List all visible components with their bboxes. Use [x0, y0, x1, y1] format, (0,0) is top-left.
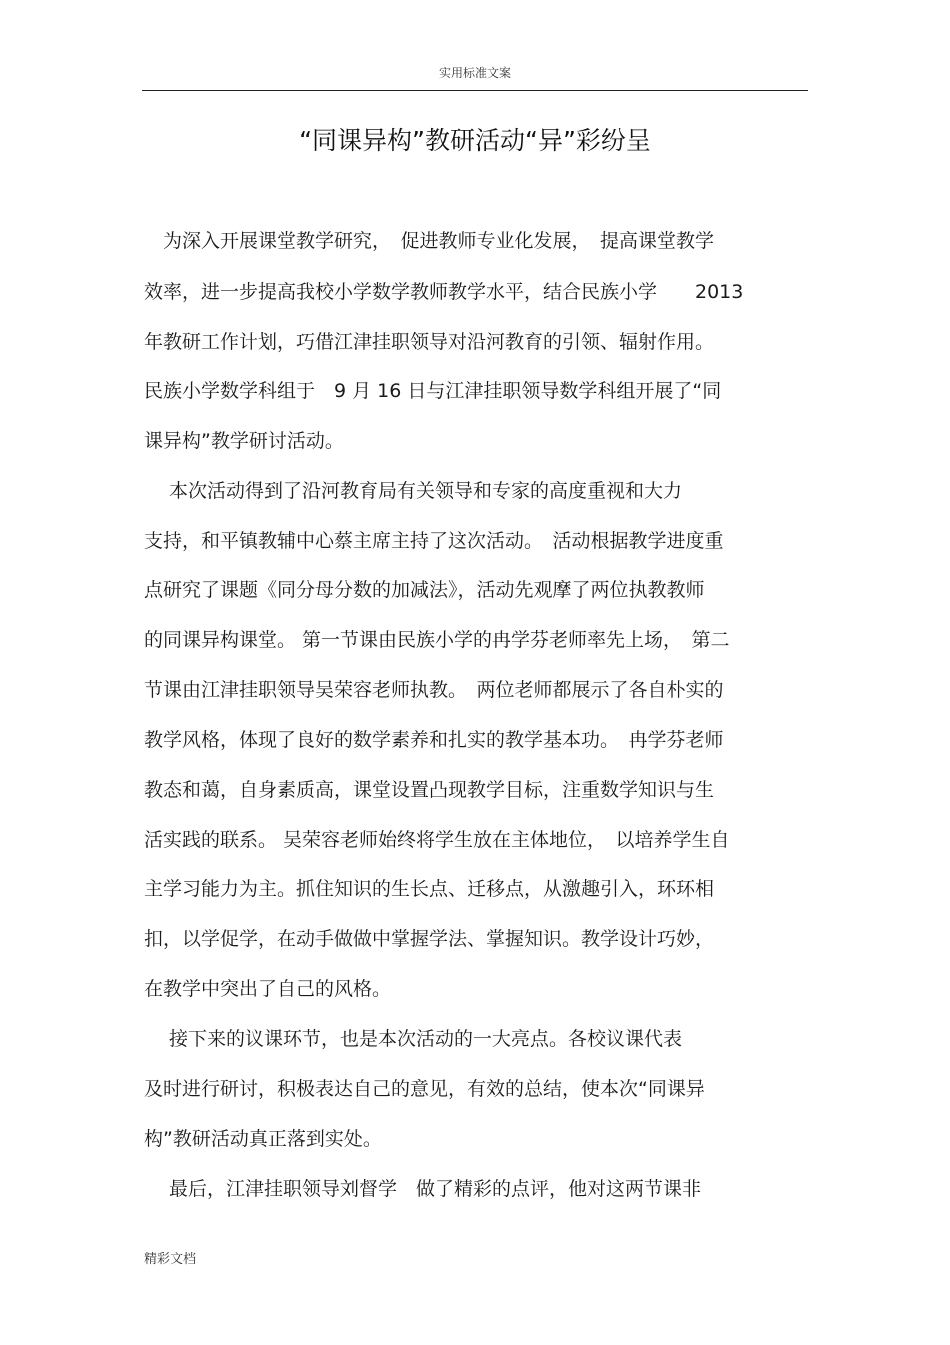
header-divider [142, 90, 808, 91]
body-line: 扣，以学促学，在动手做做中掌握学法、掌握知识。教学设计巧妙， [144, 928, 715, 950]
body-line: 在教学中突出了自己的风格。 [144, 978, 392, 1000]
body-line: 主学习能力为主。抓住知识的生长点、迁移点，从激趣引入，环环相 [144, 878, 715, 900]
body-line: 效率，进一步提高我校小学数学教师教学水平，结合民族小学 2013 [144, 281, 744, 303]
document-title: “同课异构”教研活动“异”彩纷呈 [299, 126, 651, 155]
body-line: 节课由江津挂职领导吴荣容老师执教。 两位老师都展示了各自朴实的 [144, 679, 724, 701]
body-line: 接下来的议课环节，也是本次活动的一大亮点。各校议课代表 [144, 1028, 683, 1050]
body-line: 支持，和平镇教辅中心蔡主席主持了这次活动。 活动根据教学进度重 [144, 530, 724, 552]
body-line: 年教研工作计划，巧借江津挂职领导对沿河教育的引领、辐射作用。 [144, 331, 715, 353]
body-line: 民族小学数学科组于 9 月 16 日与江津挂职领导数学科组开展了“同 [144, 380, 722, 402]
body-line: 活实践的联系。 吴荣容老师始终将学生放在主体地位， 以培养学生自 [144, 829, 730, 851]
page-footer: 精彩文档 [144, 1252, 197, 1267]
body-line: 最后，江津挂职领导刘督学 做了精彩的点评，他对这两节课非 [144, 1178, 702, 1200]
body-line: 教学风格，体现了良好的数学素养和扎实的教学基本功。 冉学芬老师 [144, 729, 724, 751]
body-line: 点研究了课题《同分母分数的加减法》，活动先观摩了两位执教教师 [144, 579, 705, 601]
body-line: 本次活动得到了沿河教育局有关领导和专家的高度重视和大力 [144, 480, 683, 502]
body-line: 构”教研活动真正落到实处。 [144, 1128, 382, 1150]
page-header: 实用标准文案 [438, 66, 511, 80]
body-line: 课异构”教学研讨活动。 [144, 430, 344, 452]
body-line: 教态和蔼，自身素质高，课堂设置凸现教学目标，注重数学知识与生 [144, 779, 715, 801]
body-line: 的同课异构课堂。 第一节课由民族小学的冉学芬老师率先上场， 第二 [144, 629, 730, 651]
body-line: 为深入开展课堂教学研究， 促进教师专业化发展， 提高课堂教学 [144, 230, 715, 252]
body-line: 及时进行研讨，积极表达自己的意见，有效的总结，使本次“同课异 [144, 1078, 705, 1100]
